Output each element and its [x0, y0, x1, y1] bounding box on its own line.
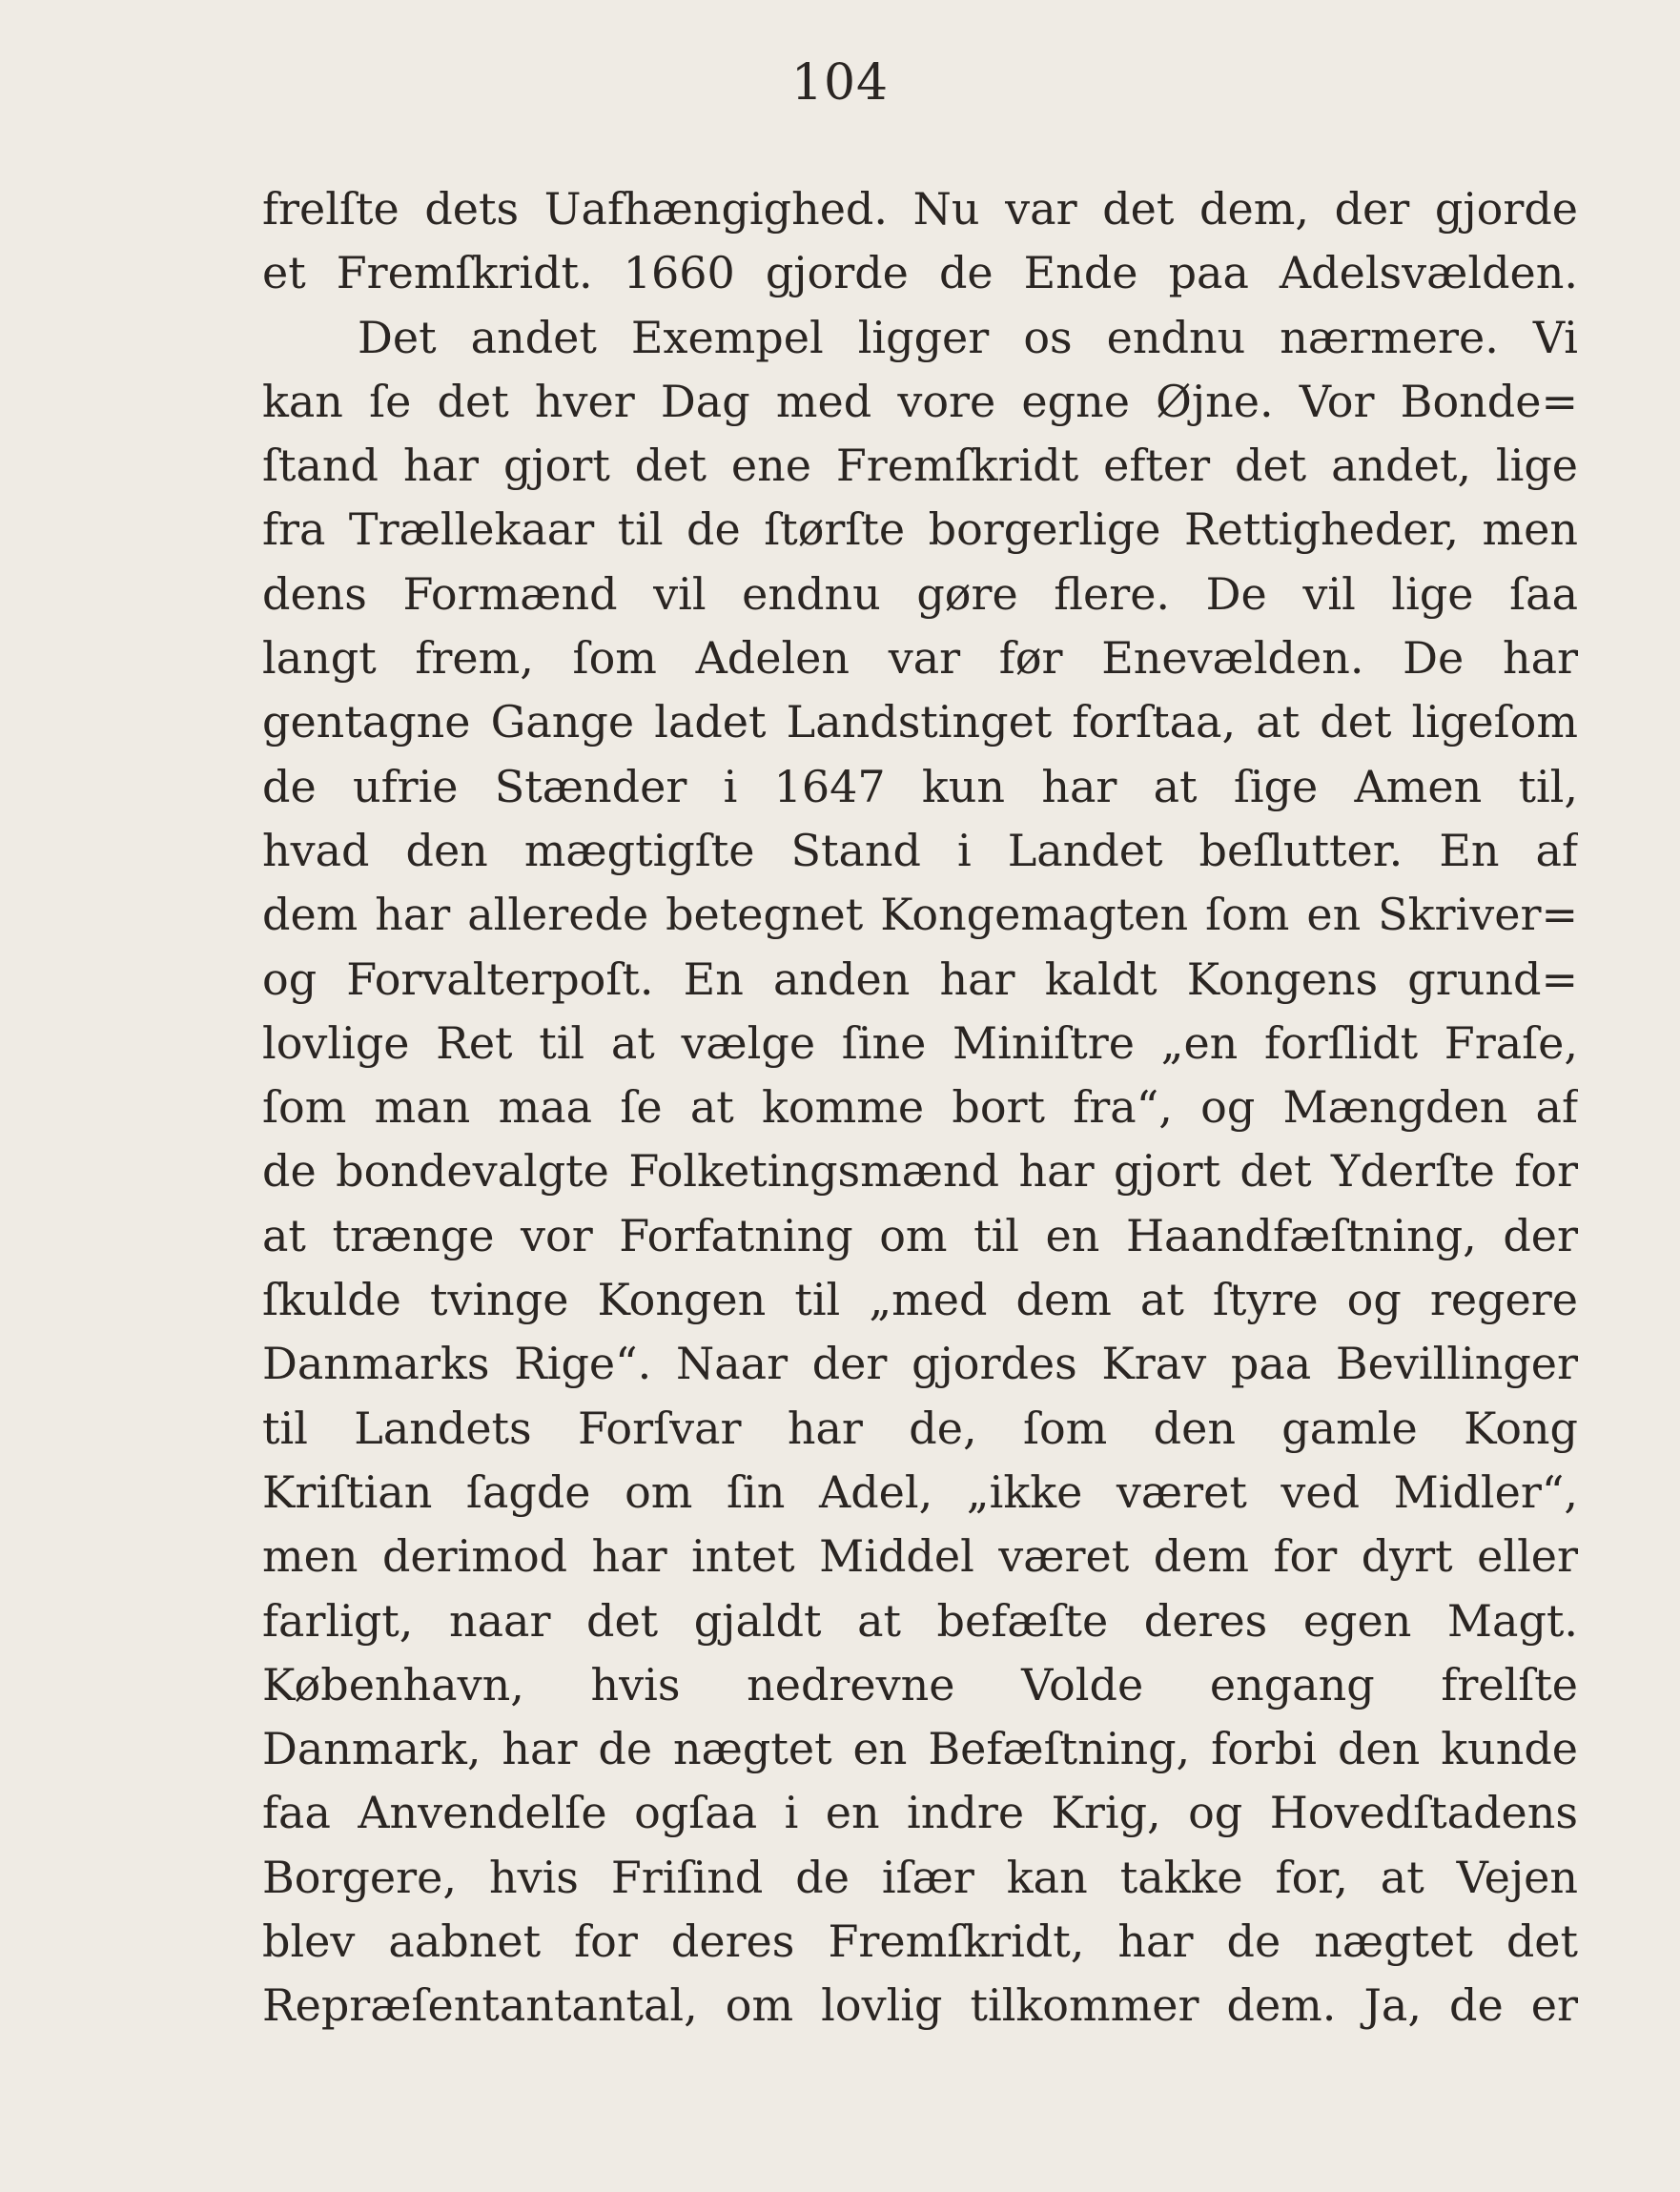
text-line: et Fremſkridt. 1660 gjorde de Ende paa Adelsvælden.	[262, 247, 1578, 299]
text-line: Det andet Exempel ligger os endnu nærmere. Vi	[358, 311, 1578, 363]
page-body-text	[262, 177, 1578, 2038]
text-line: København, hvis nedrevne Volde engang frelſte	[262, 1658, 1578, 1711]
text-line: fra Trællekaar til de ſtørſte borgerlige Rettigheder, men	[262, 503, 1578, 556]
text-line: hvad den mægtigſte Stand i Landet beſlutter. En af	[262, 824, 1578, 876]
page-number: 104	[790, 54, 890, 112]
text-line: Kriſtian ſagde om ſin Adel, „ikke været ved Midler“,	[262, 1465, 1578, 1518]
text-line: og Forvalterpoſt. En anden har kaldt Kongens grund=	[262, 953, 1578, 1005]
text-line: ſom man maa ſe at komme bort fra“, og Mængden af	[262, 1081, 1578, 1134]
text-line: Repræſentantantal, om lovlig tilkommer dem. Ja, de er	[262, 1979, 1578, 2032]
text-line: kan ſe det hver Dag med vore egne Øjne. Vor Bonde=	[262, 375, 1578, 427]
text-line: men derimod har intet Middel været dem for dyrt eller	[262, 1530, 1578, 1583]
text-line: Danmark, har de nægtet en Befæſtning, forbi den kunde	[262, 1723, 1578, 1775]
text-line: de bondevalgte Folketingsmænd har gjort det Yderſte for	[262, 1145, 1578, 1198]
text-line: farligt, naar det gjaldt at befæſte deres egen Magt.	[262, 1594, 1578, 1647]
text-line: til Landets Forſvar har de, ſom den gamle Kong	[262, 1402, 1578, 1454]
text-line: de ufrie Stænder i 1647 kun har at ſige Amen til,	[262, 760, 1578, 812]
text-line: faa Anvendelſe ogſaa i en indre Krig, og Hovedſtadens	[262, 1787, 1578, 1839]
text-line: ſtand har gjort det ene Fremſkridt efter det andet, lige	[262, 440, 1578, 492]
text-line: blev aabnet for deres Fremſkridt, har de nægtet det	[262, 1915, 1578, 1968]
text-line: ſkulde tvinge Kongen til „med dem at ſtyre og regere	[262, 1274, 1578, 1326]
text-line: Borgere, hvis Friſind de iſær kan takke for, at Vejen	[262, 1851, 1578, 1903]
text-line: dens Formænd vil endnu gøre flere. De vil lige ſaa	[262, 567, 1578, 620]
text-line: Danmarks Rige“. Naar der gjordes Krav paa Bevillinger	[262, 1338, 1578, 1390]
text-line: dem har allerede betegnet Kongemagten ſom en Skriver=	[262, 889, 1578, 941]
text-line: gentagne Gange ladet Landstinget forſtaa, at det ligeſom	[262, 696, 1578, 748]
text-line: frelſte dets Uafhængighed. Nu var det dem, der gjorde	[262, 183, 1578, 235]
text-line: lovlige Ret til at vælge ſine Miniſtre „en forſlidt Fraſe,	[262, 1016, 1578, 1069]
text-line: at trænge vor Forfatning om til en Haandfæſtning, der	[262, 1209, 1578, 1261]
text-line: langt frem, ſom Adelen var før Enevælden. De har	[262, 632, 1578, 685]
